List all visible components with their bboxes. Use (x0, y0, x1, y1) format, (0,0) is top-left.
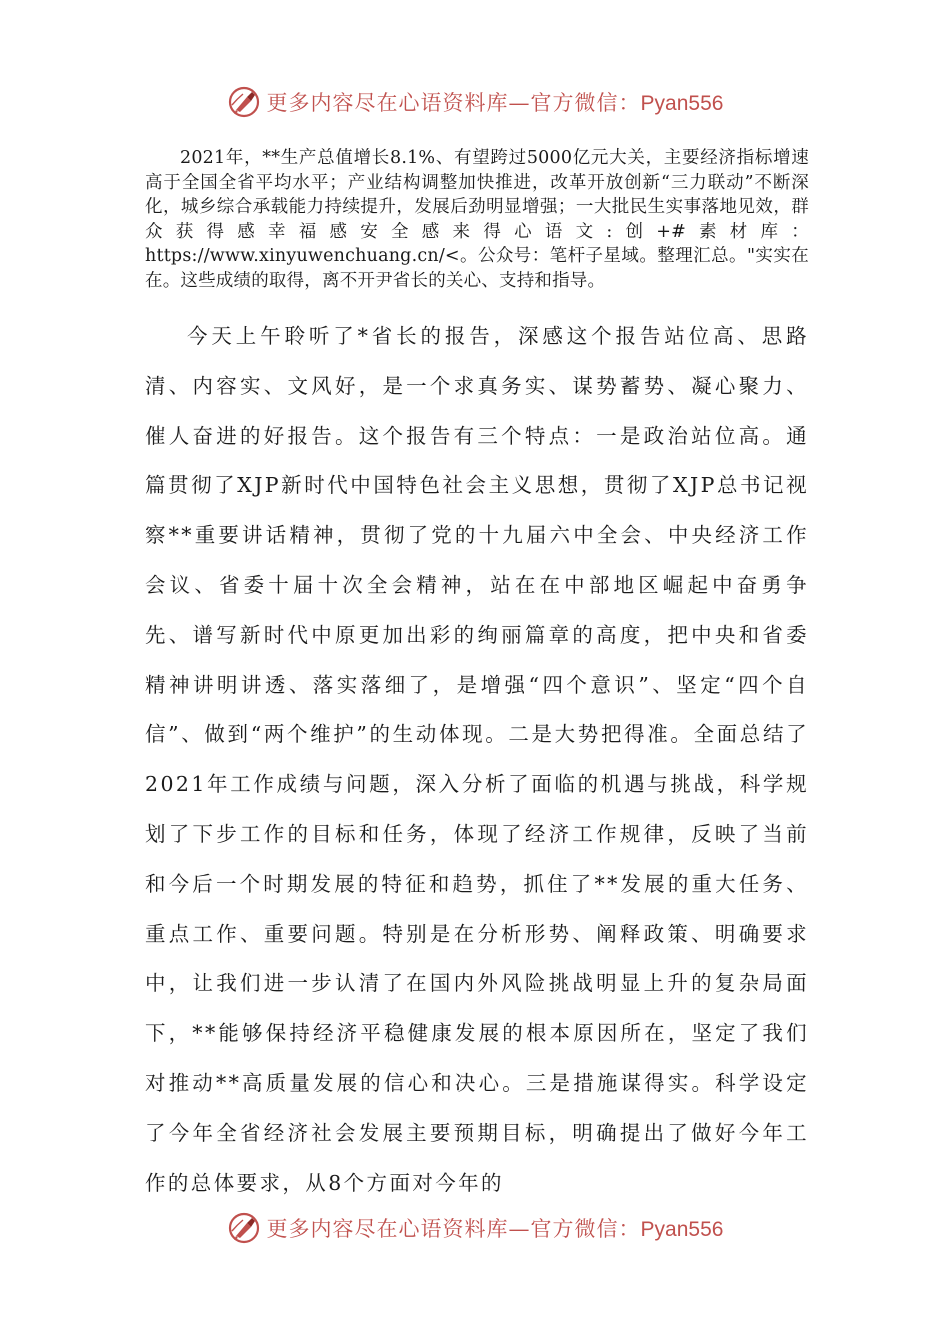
footer-banner (0, 1208, 950, 1248)
wechat-id: Pyan556 (640, 92, 724, 115)
header-banner (0, 82, 950, 122)
paragraph-intro: 2021年，**生产总值增长8.1%、有望跨过5000亿元大关，主要经济指标增速高于全国全省平均水平；产业结构调整加快推进，改革开放创新“三力联动”不断深化，城乡综合承载能力持续提升，发展后劲明显增强；一大批民生实事落地见效，群众获得感幸福感安全感来得心语文:创+#素材库：https://www.xinyuwenchuang.cn/<。公众号：笔杆子星域。整理汇总。"实实在在。这些成绩的取得，离不开尹省长的关心、支持和指导。 (145, 148, 809, 291)
footer-banner-text: 更多内容尽在心语资料库—官方微信：Pyan556 (266, 1217, 724, 1241)
pen-nib-logo-icon (227, 85, 261, 119)
header-banner-text: 更多内容尽在心语资料库—官方微信：Pyan556 (266, 91, 724, 115)
pen-nib-logo-icon (227, 1211, 261, 1245)
paragraph-main: 今天上午聆听了*省长的报告，深感这个报告站位高、思路清、内容实、文风好，是一个求真务实、谋势蓄势、凝心聚力、催人奋进的好报告。这个报告有三个特点：一是政治站位高。通篇贯彻了XJP新时代中国特色社会主义思想，贯彻了XJP总书记视察**重要讲话精神，贯彻了党的十九届六中全会、中央经济工作会议、省委十届十次全会精神，站在在中部地区崛起中奋勇争先、谱写新时代中原更加出彩的绚丽篇章的高度，把中央和省委精神讲明讲透、落实落细了，是增强“四个意识”、坚定“四个自信”、做到“两个维护”的生动体现。二是大势把得准。全面总结了2021年工作成绩与问题，深入分析了面临的机遇与挑战，科学规划了下步工作的目标和任务，体现了经济工作规律，反映了当前和今后一个时期发展的特征和趋势，抓住了**发展的重大任务、重点工作、重要问题。特别是在分析形势、阐释政策、明确要求中，让我们进一步认清了在国内外风险挑战明显上升的复杂局面下，**能够保持经济平稳健康发展的根本原因所在，坚定了我们对推动**高质量发展的信心和决心。三是措施谋得实。科学设定了今年全省经济社会发展主要预期目标，明确提出了做好今年工作的总体要求，从8个方面对今年的 (145, 324, 809, 1195)
wechat-id: Pyan556 (640, 1218, 724, 1241)
